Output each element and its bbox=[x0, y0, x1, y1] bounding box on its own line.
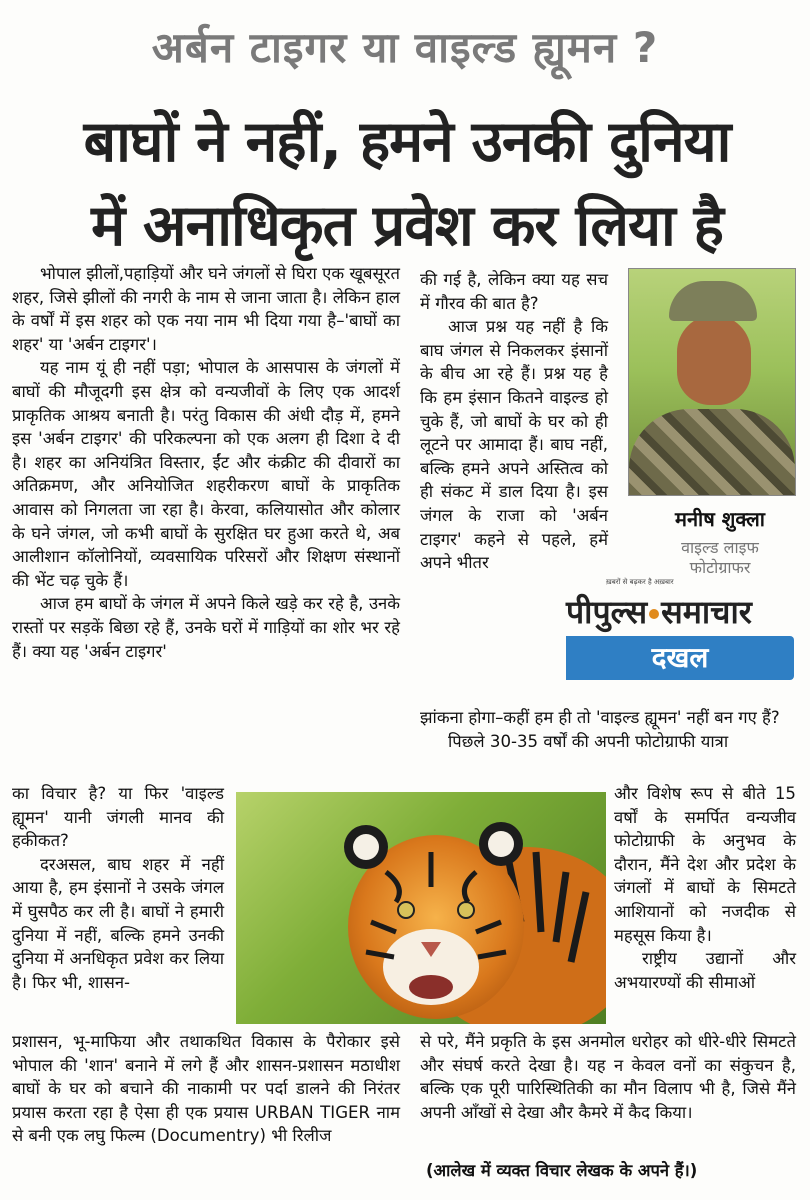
headline-line-1: बाघों ने नहीं, हमने उनकी दुनिया bbox=[83, 109, 731, 175]
author-cap bbox=[669, 281, 757, 321]
masthead-brand bbox=[566, 590, 798, 633]
paragraph: प्रशासन, भू-माफिया और तथाकथित विकास के पैरोकार इसे भोपाल की 'शान' बनाने में लगे हैं और शासन-प्रशासन मठाधीश बाघों के घर को बचाने की नाकामी पर पर्दा डालने की निरंतर प्रयास करता रहा है ऐसा ही एक प्रयास URBAN TIGER नाम से बनी एक लघु फिल्म (Documentry) भी रिलीज bbox=[12, 1032, 400, 1146]
paragraph: झांकना होगा–कहीं हम ही तो 'वाइल्ड ह्यूमन' नहीं बन गए हैं? bbox=[420, 708, 780, 727]
headline-line-2: में अनाधिकृत प्रवेश कर लिया है bbox=[91, 193, 723, 259]
kicker: अर्बन टाइगर या वाइल्ड ह्यूमन ? bbox=[151, 23, 659, 72]
paragraph: पिछले 30-35 वर्षों की अपनी फोटोग्राफी यात्रा bbox=[448, 731, 729, 751]
column-2 bbox=[420, 268, 608, 575]
tiger-eye-left bbox=[398, 902, 414, 918]
masthead-tagline: ख़बरों से बढ़कर है अख़बार bbox=[606, 578, 674, 586]
paragraph: की गई है, लेकिन क्या यह सच में गौरव की बात है? bbox=[420, 270, 608, 313]
tiger-mouth bbox=[409, 975, 453, 999]
author-name: मनीष शुक्ला bbox=[674, 507, 765, 531]
author-photo bbox=[628, 268, 796, 496]
author-shirt bbox=[629, 409, 795, 496]
paragraph: का विचार है? या फिर 'वाइल्ड ह्यूमन' यानी जंगली मानव की हकीकत? bbox=[12, 784, 224, 851]
author-role-line-1: वाइल्ड लाइफ bbox=[681, 538, 759, 557]
paragraph: आज प्रश्न यह नहीं है कि बाघ जंगल से निकलकर इंसानों के बीच आ रहे हैं। प्रश्न यह है कि हम इंसान कितने वाइल्ड हो चुके हैं, जो बाघों के घर को ही लूटने पर आमादा हैं। बाघ नहीं, बल्कि हमने अपने अस्तित्व को ही संकट में डाल दिया है। इस जंगल के राजा को 'अर्बन टाइगर' कहने से पहले, हमें अपने भीतर bbox=[420, 317, 608, 573]
column-1-bottom bbox=[12, 1030, 400, 1148]
tiger-photo bbox=[236, 792, 606, 1024]
author-role bbox=[640, 538, 800, 578]
paragraph: और विशेष रूप से बीते 15 वर्षों के समर्पित वन्यजीव फोटोग्राफी के अनुभव के दौरान, मैंने देश और प्रदेश के जंगलों में बाघों के सिमटते आशियानों को नजदीक से महसूस किया है। bbox=[614, 784, 796, 945]
column-1 bbox=[12, 262, 400, 663]
tiger-eye-right bbox=[458, 902, 474, 918]
author-face bbox=[677, 315, 751, 405]
column-label: दखल bbox=[566, 636, 794, 680]
paragraph: भोपाल झीलों,पहाड़ियों और घने जंगलों से घिरा एक खूबसूरत शहर, जिसे झीलों की नगरी के नाम से जाना जाता है। लेकिन हाल के वर्षों में इस शहर को एक नया नाम भी दिया गया है–'बाघों का शहर' या 'अर्बन टाइगर'। bbox=[12, 264, 400, 354]
column-2-wide bbox=[420, 706, 796, 753]
paragraph: से परे, मैंने प्रकृति के इस अनमोल धरोहर को धीरे-धीरे सिमटते और संघर्ष करते देखा है। यह न केवल वनों का संकुचन है, बल्कि एक पूरी पारिस्थितिकी का मौन विलाप भी है, जिसे मैंने अपनी आँखों से देखा और कैमरे में कैद किया। bbox=[420, 1032, 796, 1122]
paragraph: आज हम बाघों के जंगल में अपने किले खड़े कर रहे है, उनके रास्तों पर सड़कें बिछा रहे हैं, उनके घरों में गाड़ियों का शोर भर रहे हैं। क्या यह 'अर्बन टाइगर' bbox=[12, 594, 400, 661]
brand-dot-icon bbox=[649, 609, 659, 619]
column-1-narrow bbox=[12, 782, 224, 994]
brand-left: पीपुल्स bbox=[566, 593, 648, 631]
disclaimer: (आलेख में व्यक्त विचार लेखक के अपने हैं।) bbox=[426, 1161, 698, 1180]
author-role-line-2: फोटोग्राफर bbox=[689, 558, 751, 577]
paragraph: यह नाम यूं ही नहीं पड़ा; भोपाल के आसपास के जंगलों में बाघों की मौजूदगी इस क्षेत्र को वन्यजीवों के लिए एक आदर्श प्राकृतिक आश्रय बनाती है। परंतु विकास की अंधी दौड़ में, हमने इस 'अर्बन टाइगर' की परिकल्पना को एक अलग ही दिशा दे दी है। शहर का अनियंत्रित विस्तार, ईंट और कंक्रीट की दीवारों का अतिक्रमण, और अनियोजित शहरीकरण बाघों के प्राकृतिक आवास को निगलता जा रहा है। केरवा, कलियासोत और कोलार के घने जंगल, जो कभी बाघों के सुरक्षित घर हुआ करते थे, अब आलीशान कॉलोनियों, व्यवसायिक परिसरों और शिक्षण संस्थानों की भेंट चढ़ चुके हैं। bbox=[12, 358, 400, 590]
paragraph: राष्ट्रीय उद्यानों और अभयारण्यों की सीमाओं bbox=[614, 949, 796, 992]
column-2-bottom bbox=[420, 1030, 796, 1124]
brand-right: समाचार bbox=[661, 593, 752, 631]
column-2-right bbox=[614, 782, 796, 994]
paragraph: दरअसल, बाघ शहर में नहीं आया है, हम इंसानों ने उसके जंगल में घुसपैठ कर ली है। बाघों ने हमारी दुनिया में नहीं, बल्कि हमने उनकी दुनिया में अनधिकृत प्रवेश कर लिया है। फिर भी, शासन- bbox=[12, 854, 224, 992]
headline bbox=[12, 100, 802, 268]
